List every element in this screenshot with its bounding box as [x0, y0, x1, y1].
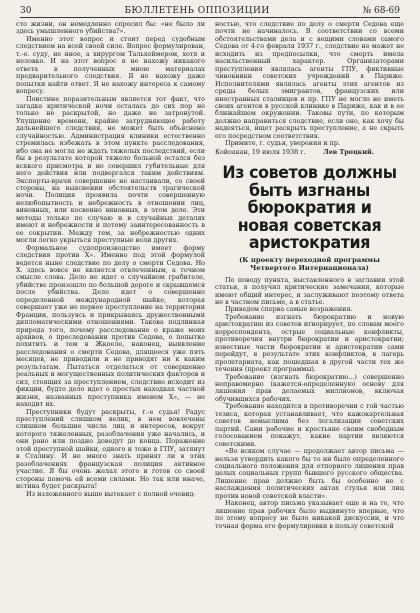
paragraph: Именно этот вопрос и стоит перед судебным следствием на всей своей силе. Вопрос формулирован, т.-е. суду, не иное, а хирургом Тальхеймером, хотя и неловко. И на этот вопрос я не нахожу никакого ответа в полученных мною материалах предварительного следствия. Я не нахожу даже попытки найти ответ. Я не нахожу интереса к самому вопросу. — [16, 34, 205, 96]
paragraph: Из изложенного выше вытекает с полной очевид- — [26, 489, 196, 498]
issue-number: № 68-69 — [362, 6, 400, 16]
paragraph: ностью, что следствие по делу о смерти Седова еще почти не начиналось. В соответствии со всеми обстоятельствами дела и с вещими словами самого Седова от 4-го февраля 1937 г., следствие не может не исходить из предпосылки, что смерть имела насильственный характер. Организаторами преступления являлась агенты ГПУ, фиктивные чиновники советских учреждений в Париже. Исполнителями являлась агенты этих агентов из среды белых эмигрантов, французских или иностранных сталинцев и пр. ГПУ не могло не иметь своих агентов в русской клинике в Париже, как и в ее ближайшем окружении. Таковы пути, по которым должно направиться следствие, если оно, как хочу бы надеяться, ищет раскрыть преступление, а не скрыть его посредством соответствия. — [215, 20, 404, 140]
place-date: Койоакан, 19 июля 1938 г. — [215, 147, 306, 156]
paragraph: Приведем сперва самые возражения. — [225, 305, 353, 314]
two-column-layout — [16, 21, 404, 530]
paragraph: Поистине поразительным является тот факт, что загадка критической ночи осталась до сих пор не только не раскрытой, но даже не затронутой. Упущение времени, крайне затрудняющее работу дальнейшего следствия, не может быть объяснено случайностью. Администрация клиники естественно стремилась избежать в этом пункте расследования, ибо она не могла не ждать тяжелых последствий, если бы в результате которой тяжело больной остался без всякого присмотра и не совершил губительные для него действия или подвергался таким действиям. Эксперты-врачи совершенно не настаивали, со своей стороны, на выяснении обстоятельств трагической ночи. Полиция проявила почти совершенную нелюбопытность и небрежность в отношении лиц, виновных, или косвенно виновных, в этом деле. Эти методы только по случаю и в случайных деталях имеют и небрежности и потому заинтересованность в ее сокрытии. Между тем, за небрежностью одних могли легко укрыться преступные воли других. — [16, 94, 205, 245]
paragraph: Требование изгнать бюрократию и новую аристократию из советов игнорирует, по словам моего корреспондента, острые социальные конфликты, противоречия внутри бюрократии и аристократии; известные части бюрократии и аристократии сами перейдут, в результате этих конфликтов, в лагерь пролетариата, как пошедшая в другой части тех же течения (проект программы). — [215, 312, 404, 374]
left-column — [16, 21, 205, 530]
paragraph: По поводу пункта, выставленного в заглавии этой статьи, я получил критические замечания, которые имеют общий интерес, и заслуживают поэтому ответа не в частном письме, а в статье. — [215, 275, 404, 307]
letter-signature — [215, 149, 404, 156]
subtitle-line: Четвертого Интернационала) — [250, 263, 369, 272]
right-column — [215, 21, 404, 530]
journal-title: БЮЛЛЕТЕНЬ ОППОЗИЦИИ — [124, 6, 270, 16]
subtitle-line: (К проекту переходной программы — [239, 255, 380, 264]
article-headline: Из советов должны быть изгнаны бюрократия и новая советская аристократия — [222, 163, 397, 254]
paragraph: «Во всяком случае — продолжает автор письма — нельзя утвердить какого бы то ни было определенного социального положения для отпорного лишения прав целых социальных групп бывшего русского общества. Лишение прав должно быть бы особенно не с наслаждения политических актах стулья или лиц против новой советской власти». — [215, 447, 404, 500]
page-number: 30 — [20, 6, 32, 16]
paragraph: сто жизни, он немедленно спросил бы: «не было ли здесь умышленного убийства?». — [16, 20, 205, 36]
paragraph: Наконец, автор письма указывает еще и на то, что лишение прав рабочих было выдвинуто впервые, что по этому вопросу не было никакой дискуссии, и что точная форма его формулировки в пользу советской — [215, 499, 404, 530]
paragraph: Формальное судопроизводство имеет форму следствия против Х». Именно под этой формулой ведется ныне следствие по делу о смерти Седова. Но X. здесь вовсе не является отвлеченным, а точном смысле слова. Дело не идет о случайном грабителе, убийстве произошло по большой дороге и скрывшемся после убийства. Дело идет о совершенно определенной международной шайке, которая совершает уже не первое преступление на территории Франции, пользуясь и прикрываясь дружественными дипломатическими отношениями. Такова подлинная природа того, почему расследование о краже моих архивов, о преследовании против Седова, о попытке похитить и тем в Жкоеле, наконец, выявление расследования о смерти Седова, длящееся уже пять месяцев, не приводили и не приводят ни к каким результатам. Пытаться отделаться от совершенно реальных и могущественных политических факторов и сил, стоящих за преступлением, следствие исходит из фикции, будто дело идет о простых находках частной жизни, названных преступника именем X», — не находит их. — [16, 243, 205, 409]
paragraph: Примите, г. судья, уверения и пр. — [225, 139, 341, 148]
paragraph: Преступники будут раскрыты, т.-е судья! Радус преступлений слишком велик, в нем вовлечены слишком большие числа лиц и интересов, вокруг которого тяжеленных, разоблачения уже начались, и они рано или поздно доведут до конца. Поражение этой преступной шайки, одного и тоже в ГПУ, затянут в Сталину. И не много знать принят ли в этих разоблачениях французская полиция активное участие. Я бы очень желал этого и готов со своей стороны помочь ей всеми силами. Но так или иначе, истина будет раскрыта! — [16, 407, 205, 491]
author-name: Лев Троцкий. — [323, 147, 374, 156]
paragraph: Требование находится в противоречии с той частью тезиса, которая устанавливает, что кажокартельная советов немыслима без легализации советских партий. Сами рабочие и крестьяне своим свободным голосованием покажут, какие партии являются советскими. — [215, 402, 404, 448]
article-subtitle — [215, 256, 404, 272]
page-header — [20, 4, 400, 18]
paragraph: Требование (изгнать бюрократию...) совершенно неправомерно (кажется-определенную) основу для лишения прав делаемых миллионов, включая обучившихся рабочих. — [215, 372, 404, 403]
